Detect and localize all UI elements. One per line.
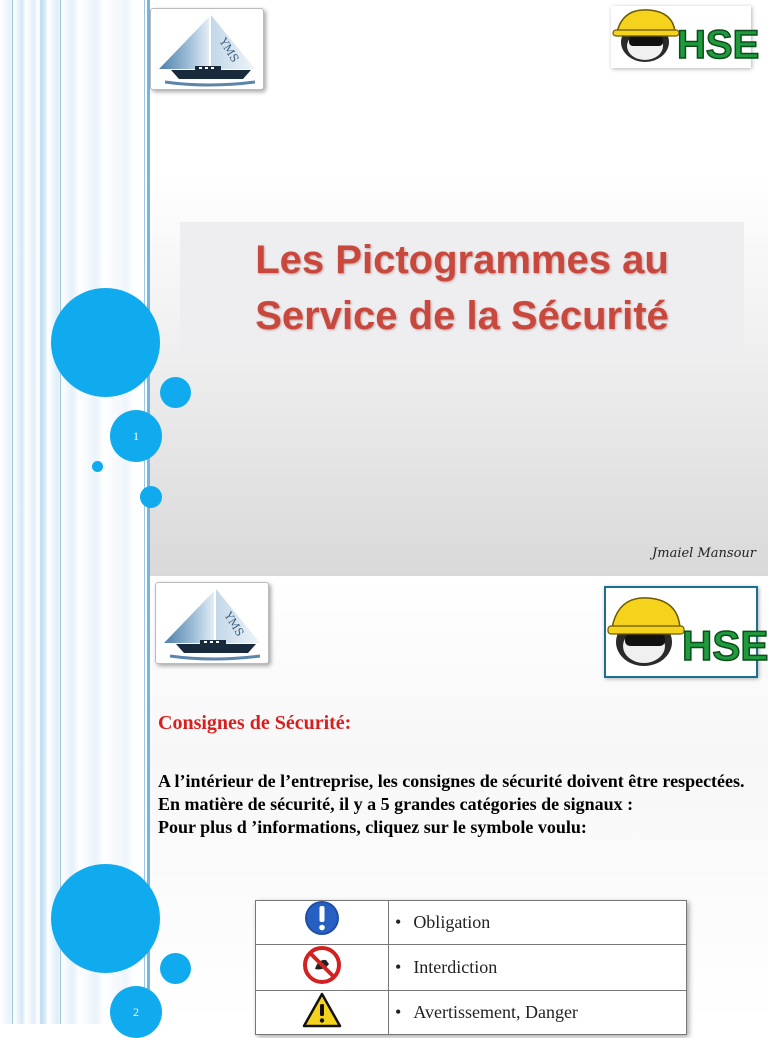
decorative-circle	[51, 864, 160, 973]
signal-label: Obligation	[413, 912, 491, 932]
decorative-circle	[51, 288, 160, 397]
table-row[interactable]	[256, 991, 687, 1035]
decorative-circle	[140, 486, 162, 508]
slide-title	[180, 232, 744, 344]
slide-number: 2	[110, 986, 162, 1038]
decorative-band	[0, 0, 150, 576]
yms-logo	[155, 582, 269, 664]
decorative-line	[12, 576, 13, 1024]
hse-logo	[604, 586, 768, 678]
decorative-circle	[160, 377, 191, 408]
decorative-line	[147, 576, 150, 1024]
yms-logo-text: YMS	[221, 609, 247, 639]
table-row[interactable]	[256, 945, 687, 991]
paragraph-line: Pour plus d ’informations, cliquez sur le symbole voulu:	[158, 817, 587, 837]
section-heading: Consignes de Sécurité:	[158, 712, 352, 734]
decorative-line	[40, 0, 43, 576]
signal-label: Interdiction	[413, 957, 498, 977]
signal-label-cell[interactable]: • Interdiction	[389, 945, 687, 991]
hse-logo	[611, 6, 760, 68]
hse-logo-text: HSE	[677, 23, 760, 67]
table-row[interactable]	[256, 901, 687, 945]
paragraph-line: En matière de sécurité, il y a 5 grandes catégories de signaux :	[158, 794, 634, 814]
paragraph-line: A l’intérieur de l’entreprise, les consignes de sécurité doivent être respectées.	[158, 771, 745, 791]
signal-label-cell[interactable]: • Avertissement, Danger	[389, 991, 687, 1035]
signal-icon-cell[interactable]	[256, 945, 389, 991]
decorative-line	[60, 0, 61, 576]
signal-icon-cell[interactable]	[256, 991, 389, 1035]
author-signature: Jmaiel Mansour	[652, 546, 756, 561]
yms-logo	[150, 8, 264, 90]
decorative-line	[40, 576, 43, 1024]
title-line-1: Les Pictogrammes au	[255, 238, 669, 282]
slide-2	[0, 576, 768, 1024]
signal-icon-cell[interactable]	[256, 901, 389, 945]
warning-sign-icon[interactable]	[302, 991, 342, 1029]
slide-number: 1	[110, 410, 162, 462]
mandatory-sign-icon[interactable]	[302, 901, 342, 939]
title-line-2: Service de la Sécurité	[255, 294, 669, 338]
instructions-paragraph	[158, 770, 762, 839]
signal-categories-table	[255, 900, 687, 1035]
signal-label: Avertissement, Danger	[413, 1002, 578, 1022]
yms-logo-text: YMS	[216, 35, 242, 65]
decorative-circle	[92, 461, 103, 472]
decorative-line	[12, 0, 13, 576]
decorative-line	[60, 576, 61, 1024]
prohibition-sign-icon[interactable]	[302, 945, 342, 985]
signal-label-cell[interactable]: • Obligation	[389, 901, 687, 945]
decorative-circle	[160, 953, 191, 984]
hse-logo-text: HSE	[682, 622, 768, 669]
